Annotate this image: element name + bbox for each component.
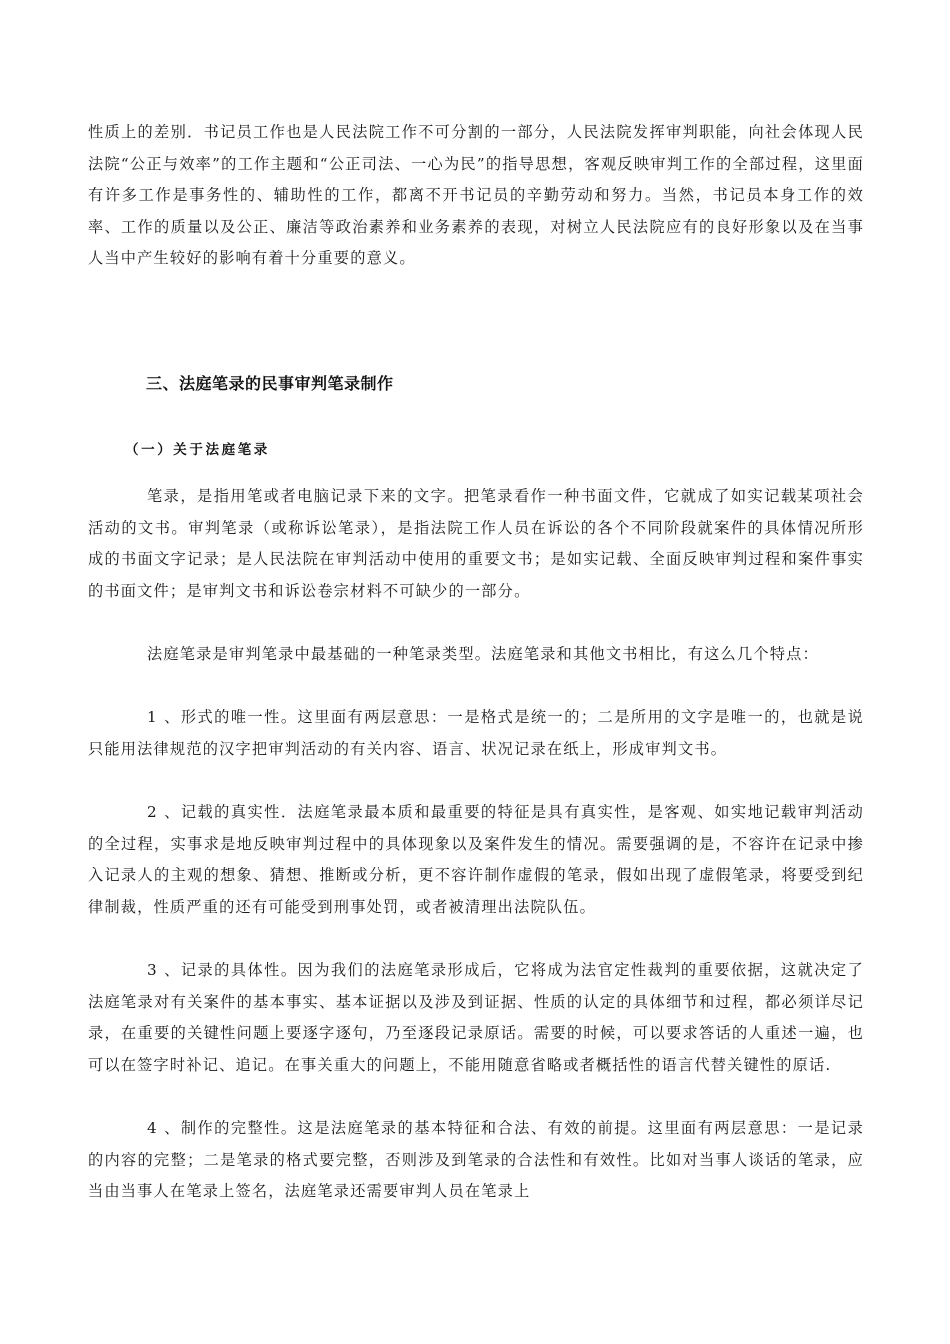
intro-paragraph: 性质上的差别．书记员工作也是人民法院工作不可分割的一部分，人民法院发挥审判职能，向社会体现人民法院“公正与效率”的工作主题和“公正司法、一心为民”的指导思想，客观反映审判工作的全部过程，这里面有许多工作是事务性的、辅助性的工作，都离不开书记员的辛勤劳动和努力。当然，书记员本身工作的效率、工作的质量以及公正、廉洁等政治素养和业务素养的表现，对树立人民法院应有的良好形象以及在当事人当中产生较好的影响有着十分重要的意义。 xyxy=(88,123,864,267)
paragraph-definition: 笔录，是指用笔或者电脑记录下来的文字。把笔录看作一种书面文件，它就成了如实记载某项社会活动的文书。审判笔录（或称诉讼笔录），是指法院工作人员在诉讼的各个不同阶段就案件的具体情况所形成的书面文字记录；是人民法院在审判活动中使用的重要文书；是如实记载、全面反映审判过程和案件事实的书面文件；是审判文书和诉讼卷宗材料不可缺少的一部分。 xyxy=(88,487,864,600)
subsection-title: （一）关于法庭笔录 xyxy=(125,442,270,458)
paragraph-feature-2: 2 、记载的真实性．法庭笔录最本质和最重要的特征是具有真实性，是客观、如实地记载审判活动的全过程，实事求是地反映审判过程中的具体现象以及案件发生的情况。需要强调的是，不容许在记录中掺入记录人的主观的想象、猜想、推断或分析，更不容许制作虚假的笔录，假如出现了虚假笔录，将要受到纪律制裁，性质严重的还有可能受到刑事处罚，或者被清理出法院队伍。 xyxy=(88,803,864,916)
paragraph-features-intro: 法庭笔录是审判笔录中最基础的一种笔录类型。法庭笔录和其他文书相比，有这么几个特点： xyxy=(147,645,819,663)
paragraph-feature-4: 4 、制作的完整性。这是法庭笔录的基本特征和合法、有效的前提。这里面有两层意思：一是记录的内容的完整；二是笔录的格式要完整，否则涉及到笔录的合法性和有效性。比如对当事人谈话的笔录，应当由当事人在笔录上签名，法庭笔录还需要审判人员在笔录上 xyxy=(88,1119,864,1200)
paragraph-feature-3: 3 、记录的具体性。因为我们的法庭笔录形成后，它将成为法官定性裁判的重要依据，这就决定了法庭笔录对有关案件的基本事实、基本证据以及涉及到证据、性质的认定的具体细节和过程，都必须详尽记录，在重要的关键性问题上要逐字逐句，乃至逐段记录原话。需要的时候，可以要求答话的人重述一遍，也可以在签字时补记、追记。在事关重大的问题上，不能用随意省略或者概括性的语言代替关键性的原话. xyxy=(88,961,864,1074)
paragraph-feature-1: 1 、形式的唯一性。这里面有两层意思：一是格式是统一的；二是所用的文字是唯一的，也就是说只能用法律规范的汉字把审判活动的有关内容、语言、状况记录在纸上，形成审判文书。 xyxy=(88,708,864,758)
section-title: 三、法庭笔录的民事审判笔录制作 xyxy=(146,374,394,393)
